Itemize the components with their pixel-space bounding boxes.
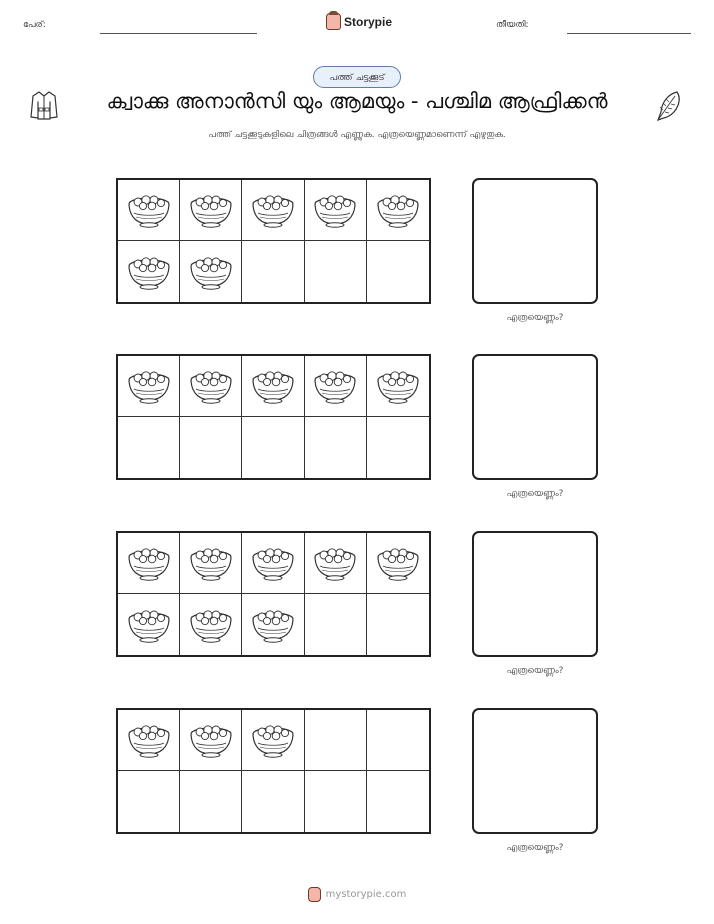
bowl-icon bbox=[312, 191, 358, 229]
frame-cell bbox=[242, 417, 304, 478]
answer-box-1[interactable] bbox=[472, 178, 598, 304]
frame-cell bbox=[118, 356, 180, 417]
bowl-icon bbox=[126, 544, 172, 582]
bowl-icon bbox=[126, 367, 172, 405]
bowl-icon bbox=[375, 544, 421, 582]
bowl-icon bbox=[312, 367, 358, 405]
brand-logo bbox=[326, 13, 392, 30]
frame-cell bbox=[180, 180, 242, 241]
frame-cell bbox=[118, 771, 180, 832]
bowl-icon bbox=[250, 544, 296, 582]
frame-cell bbox=[367, 771, 429, 832]
frame-cell bbox=[367, 180, 429, 241]
worksheet-type-badge: പത്ത് ചട്ടക്കൂട് bbox=[313, 66, 401, 88]
bowl-icon bbox=[250, 721, 296, 759]
frame-cell bbox=[242, 710, 304, 771]
frame-cell bbox=[305, 417, 367, 478]
ten-frame-3 bbox=[116, 531, 431, 657]
frame-cell bbox=[305, 594, 367, 655]
name-label: പേര്: bbox=[23, 20, 46, 30]
page-title: ക്വാക്കു അനാൻസി യും ആമയും - പശ്ചിമ ആഫ്രിക്കൻ bbox=[106, 89, 608, 113]
frame-cell bbox=[180, 710, 242, 771]
frame-cell bbox=[305, 533, 367, 594]
bowl-icon bbox=[188, 544, 234, 582]
jacket-icon bbox=[30, 90, 58, 120]
frame-cell bbox=[367, 710, 429, 771]
bowl-icon bbox=[375, 367, 421, 405]
storypie-mascot-icon bbox=[308, 887, 321, 902]
bowl-icon bbox=[250, 191, 296, 229]
frame-cell bbox=[180, 417, 242, 478]
frame-cell bbox=[118, 594, 180, 655]
date-label: തീയതി: bbox=[496, 20, 529, 30]
frame-cell bbox=[242, 771, 304, 832]
frame-cell bbox=[180, 241, 242, 302]
frame-cell bbox=[242, 594, 304, 655]
bowl-icon bbox=[188, 367, 234, 405]
ten-frame-2 bbox=[116, 354, 431, 480]
bowl-icon bbox=[188, 606, 234, 644]
frame-cell bbox=[305, 710, 367, 771]
date-line[interactable] bbox=[567, 33, 691, 34]
frame-cell bbox=[242, 356, 304, 417]
ten-frame-1 bbox=[116, 178, 431, 304]
bowl-icon bbox=[126, 253, 172, 291]
bowl-icon bbox=[188, 191, 234, 229]
frame-cell bbox=[367, 356, 429, 417]
how-many-label-3: എത്രയെണ്ണം? bbox=[506, 666, 564, 676]
bowl-icon bbox=[250, 367, 296, 405]
frame-cell bbox=[305, 241, 367, 302]
frame-cell bbox=[180, 356, 242, 417]
frame-cell bbox=[367, 417, 429, 478]
ten-frame-4 bbox=[116, 708, 431, 834]
frame-cell bbox=[305, 180, 367, 241]
bowl-icon bbox=[375, 191, 421, 229]
footer-url[interactable]: mystorypie.com bbox=[325, 889, 407, 900]
frame-cell bbox=[118, 710, 180, 771]
frame-cell bbox=[180, 594, 242, 655]
how-many-label-1: എത്രയെണ്ണം? bbox=[506, 313, 564, 323]
frame-cell bbox=[180, 533, 242, 594]
bowl-icon bbox=[188, 721, 234, 759]
name-line[interactable] bbox=[100, 33, 257, 34]
how-many-label-4: എത്രയെണ്ണം? bbox=[506, 843, 564, 853]
storypie-mascot-icon bbox=[326, 13, 341, 30]
frame-cell bbox=[242, 533, 304, 594]
how-many-label-2: എത്രയെണ്ണം? bbox=[506, 489, 564, 499]
bowl-icon bbox=[188, 253, 234, 291]
frame-cell bbox=[118, 533, 180, 594]
instructions: പത്ത് ചട്ടക്കൂടുകളിലെ ചിത്രങ്ങൾ എണ്ണുക. എത്രയെണ്ണമാണെന്ന് എഴുതുക. bbox=[208, 130, 506, 140]
frame-cell bbox=[305, 771, 367, 832]
frame-cell bbox=[242, 241, 304, 302]
bowl-icon bbox=[126, 606, 172, 644]
frame-cell bbox=[367, 594, 429, 655]
feather-icon bbox=[653, 90, 683, 122]
bowl-icon bbox=[312, 544, 358, 582]
frame-cell bbox=[367, 533, 429, 594]
frame-cell bbox=[118, 180, 180, 241]
frame-cell bbox=[118, 241, 180, 302]
footer bbox=[0, 887, 714, 902]
answer-box-2[interactable] bbox=[472, 354, 598, 480]
frame-cell bbox=[242, 180, 304, 241]
frame-cell bbox=[118, 417, 180, 478]
brand-name: Storypie bbox=[344, 14, 393, 29]
bowl-icon bbox=[126, 191, 172, 229]
answer-box-3[interactable] bbox=[472, 531, 598, 657]
bowl-icon bbox=[250, 606, 296, 644]
frame-cell bbox=[367, 241, 429, 302]
frame-cell bbox=[305, 356, 367, 417]
bowl-icon bbox=[126, 721, 172, 759]
answer-box-4[interactable] bbox=[472, 708, 598, 834]
frame-cell bbox=[180, 771, 242, 832]
